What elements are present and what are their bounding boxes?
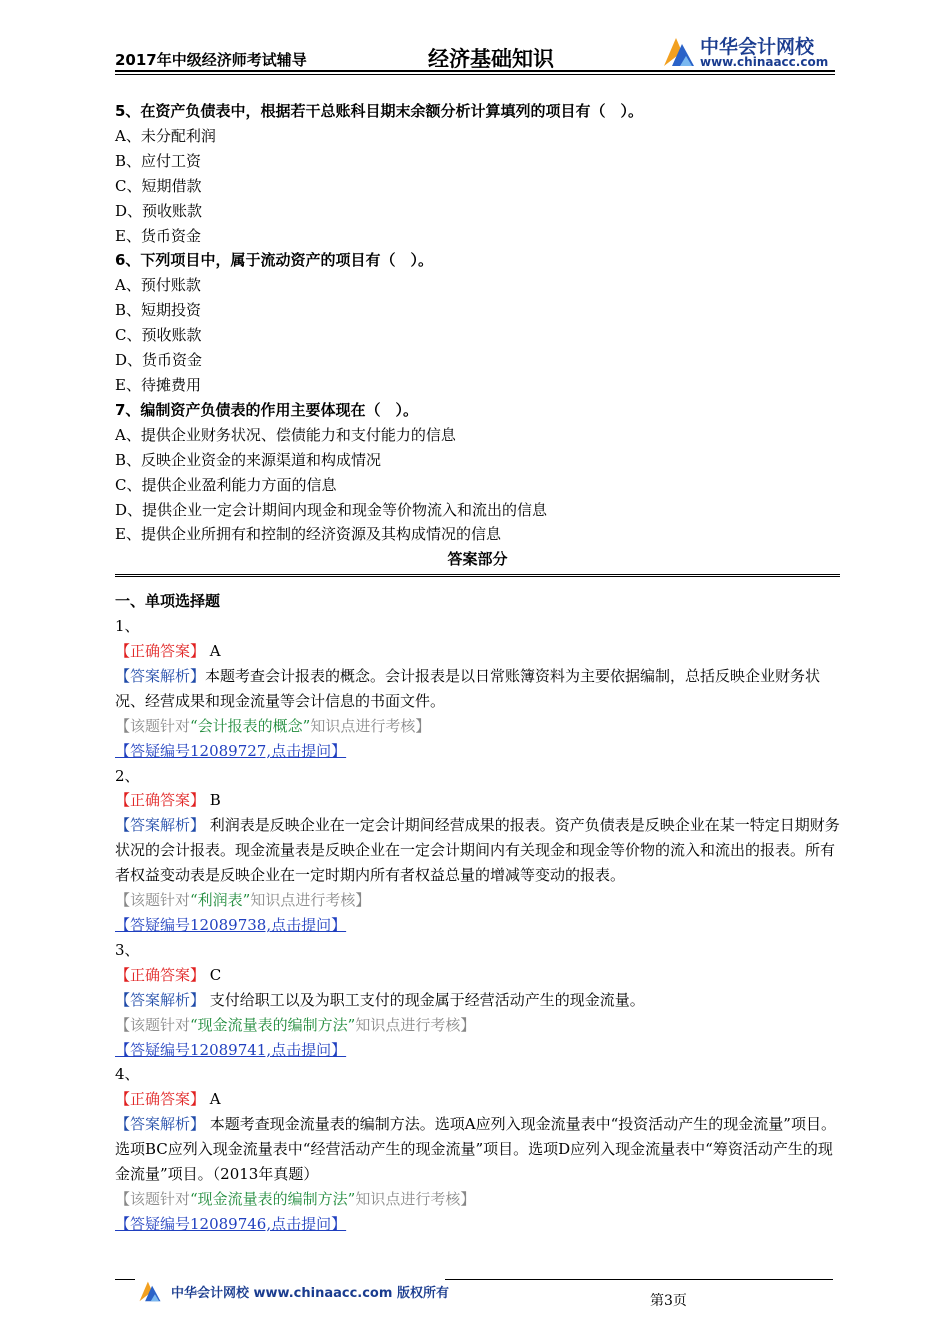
point-suffix: 知识点进行考核】 bbox=[310, 716, 431, 735]
point-suffix: 知识点进行考核】 bbox=[355, 1189, 476, 1208]
option: B、应付工资 bbox=[115, 151, 202, 170]
analysis-text: 支付给职工以及为职工支付的现金属于经营活动产生的现金流量。 bbox=[205, 990, 645, 1009]
option: C、提供企业盈利能力方面的信息 bbox=[115, 475, 337, 494]
correct-answer-label: 【正确答案】 bbox=[115, 791, 206, 810]
correct-answer-row bbox=[115, 788, 840, 813]
analysis-label: 【答案解析】 bbox=[115, 1115, 206, 1134]
question-stem: 7、编制资产负债表的作用主要体现在（ ）。 bbox=[115, 400, 418, 419]
option: A、提供企业财务状况、偿债能力和支付能力的信息 bbox=[115, 425, 456, 444]
option: E、提供企业所拥有和控制的经济资源及其构成情况的信息 bbox=[115, 525, 501, 544]
option: D、预收账款 bbox=[115, 201, 203, 220]
page-number: 第3页 bbox=[650, 1293, 687, 1309]
footer-brand bbox=[135, 1276, 449, 1306]
header-divider bbox=[115, 70, 835, 72]
footer-copyright: 中华会计网校 www.chinaacc.com 版权所有 bbox=[171, 1286, 449, 1301]
answer-number: 4、 bbox=[115, 1065, 140, 1084]
point-topic: “现金流量表的编制方法” bbox=[190, 1015, 356, 1034]
analysis-label: 【答案解析】 bbox=[115, 816, 206, 835]
correct-answer-label: 【正确答案】 bbox=[115, 1090, 206, 1109]
option: B、反映企业资金的来源渠道和构成情况 bbox=[115, 450, 382, 469]
option: B、短期投资 bbox=[115, 301, 202, 320]
point-suffix: 知识点进行考核】 bbox=[250, 891, 371, 910]
answer-number: 1、 bbox=[115, 617, 140, 636]
answer-analysis bbox=[115, 1112, 840, 1187]
analysis-text: 本题考查会计报表的概念。会计报表是以日常账簿资料为主要依据编制，总括反映企业财务状况、经营成果和现金流量等会计信息的书面文件。 bbox=[115, 666, 821, 710]
answer-analysis bbox=[115, 813, 840, 888]
analysis-label: 【答案解析】 bbox=[115, 666, 206, 685]
point-prefix: 【该题针对 bbox=[115, 716, 191, 735]
answer-number: 2、 bbox=[115, 766, 140, 785]
knowledge-point bbox=[115, 1187, 840, 1212]
correct-answer-row bbox=[115, 963, 840, 988]
option: A、预付账款 bbox=[115, 276, 201, 295]
correct-answer-value: A bbox=[209, 1090, 221, 1109]
point-topic: “现金流量表的编制方法” bbox=[190, 1189, 356, 1208]
header-course-title: 2017年中级经济师考试辅导 bbox=[115, 51, 307, 69]
ask-question-link[interactable]: 【答疑编号12089741,点击提问】 bbox=[115, 1040, 347, 1059]
point-topic: “会计报表的概念” bbox=[190, 716, 311, 735]
point-prefix: 【该题针对 bbox=[115, 1189, 191, 1208]
option: A、未分配利润 bbox=[115, 126, 216, 145]
logo-url: www.chinaacc.com bbox=[700, 55, 829, 69]
option: E、货币资金 bbox=[115, 226, 201, 245]
logo-mark-icon bbox=[660, 30, 698, 70]
option: C、短期借款 bbox=[115, 176, 202, 195]
knowledge-point bbox=[115, 888, 840, 913]
point-prefix: 【该题针对 bbox=[115, 1015, 191, 1034]
answer-analysis bbox=[115, 988, 840, 1013]
correct-answer-row bbox=[115, 639, 840, 664]
brand-logo bbox=[660, 30, 840, 72]
correct-answer-value: C bbox=[209, 965, 222, 984]
option: D、提供企业一定会计期间内现金和现金等价物流入和流出的信息 bbox=[115, 500, 548, 519]
answer-number: 3、 bbox=[115, 940, 140, 959]
option: D、货币资金 bbox=[115, 351, 203, 370]
option: C、预收账款 bbox=[115, 326, 202, 345]
analysis-text: 本题考查现金流量表的编制方法。选项A应列入现金流量表中“投资活动产生的现金流量”项目。选项BC应列入现金流量表中“经营活动产生的现金流量”项目。选项D应列入现金流量表中“筹资活动产生的现金流量”项目。（2013年真题） bbox=[115, 1115, 836, 1184]
logo-name: 中华会计网校 bbox=[700, 36, 815, 58]
document-body bbox=[115, 99, 840, 1237]
header-divider-thin bbox=[115, 74, 835, 75]
header-subject-title: 经济基础知识 bbox=[428, 47, 554, 71]
correct-answer-value: B bbox=[209, 791, 221, 810]
correct-answer-label: 【正确答案】 bbox=[115, 642, 206, 661]
correct-answer-label: 【正确答案】 bbox=[115, 965, 206, 984]
knowledge-point bbox=[115, 1013, 840, 1038]
analysis-label: 【答案解析】 bbox=[115, 990, 206, 1009]
ask-question-link[interactable]: 【答疑编号12089727,点击提问】 bbox=[115, 741, 347, 760]
section-heading: 一、单项选择题 bbox=[115, 592, 221, 611]
point-prefix: 【该题针对 bbox=[115, 891, 191, 910]
question-stem: 5、在资产负债表中，根据若干总账科目期末余额分析计算填列的项目有（ ）。 bbox=[115, 102, 643, 120]
option: E、待摊费用 bbox=[115, 375, 201, 394]
question-stem: 6、下列项目中，属于流动资产的项目有（ ）。 bbox=[115, 251, 433, 270]
footer-logo-icon bbox=[135, 1276, 165, 1304]
answer-section-title: 答案部分 bbox=[447, 550, 508, 569]
correct-answer-row bbox=[115, 1087, 840, 1112]
point-suffix: 知识点进行考核】 bbox=[355, 1015, 476, 1034]
knowledge-point bbox=[115, 714, 840, 739]
answer-section-divider bbox=[115, 574, 840, 577]
analysis-text: 利润表是反映企业在一定会计期间经营成果的报表。资产负债表是反映企业在某一特定日期财务状况的会计报表。现金流量表是反映企业在一定会计期间内有关现金和现金等价物的流入和流出的报表。所有者权益变动表是反映企业在一定时期内所有者权益总量的增减等变动的报表。 bbox=[115, 816, 840, 885]
correct-answer-value: A bbox=[209, 642, 221, 661]
answer-analysis bbox=[115, 664, 840, 714]
ask-question-link[interactable]: 【答疑编号12089746,点击提问】 bbox=[115, 1214, 347, 1233]
ask-question-link[interactable]: 【答疑编号12089738,点击提问】 bbox=[115, 916, 347, 934]
point-topic: “利润表” bbox=[190, 891, 251, 910]
